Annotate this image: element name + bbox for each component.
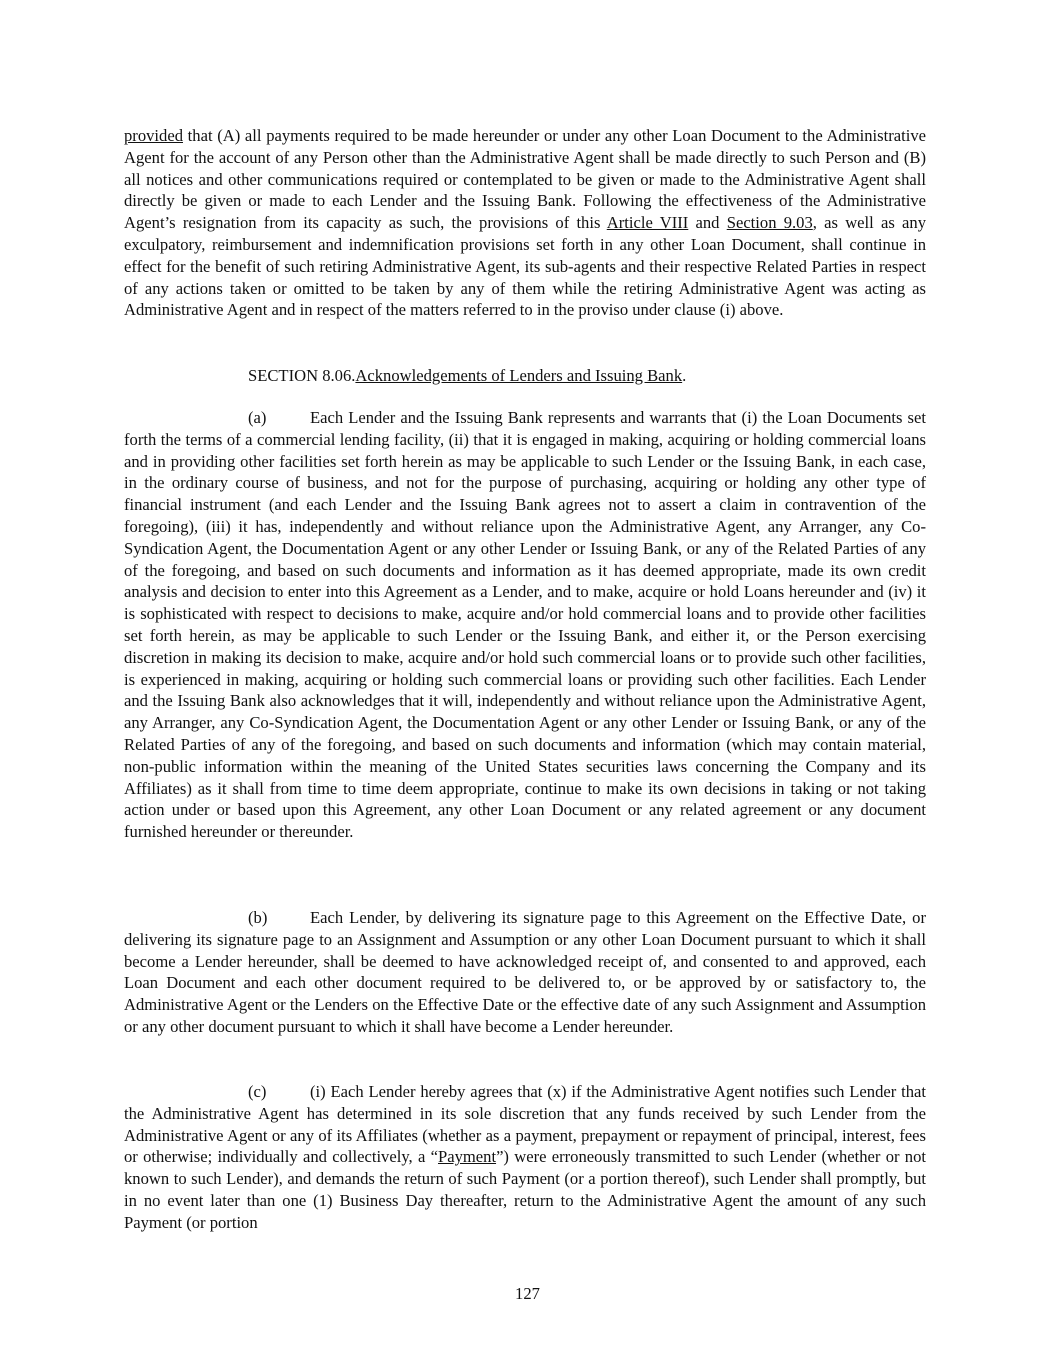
paragraph-1-text-a: that (A) all payments required to be made hereunder or under any other Loan Document to the Administrative Agent for the account of any Person other than the Administrative Agent shall be made directly to such Person and (B) all notices and other communications required or contemplated to be given or made to the Administrative Agent shall directly be given or made to each Lender and the Issuing Bank. Following the effectiveness of the Administrative Agent’s resignation from its capacity as such, the provisions of this xyxy=(124,126,926,233)
paragraph-c-text-a: (i) Each Lender hereby agrees that (x) if the Administrative Agent notifies such Lender that the Administrative Agent has determined in its sole discretion that any funds received by such Lender from the Administrative Agent or any of its Affiliates (whether as a payment, prepayment or repayment of principal, interest, fees or otherwise; individually and collectively, a “ xyxy=(124,1082,926,1167)
section-title-period: . xyxy=(682,366,687,385)
paragraph-a xyxy=(124,407,926,843)
paragraph-c-text-b: ”) were erroneously transmitted to such Lender (whether or not known to such Lender), and demands the return of such Payment (or a portion thereof), such Lender shall promptly, but in no event later than one (1) Business Day thereafter, return to the Administrative Agent the amount of any such Payment (or portion xyxy=(124,1147,926,1232)
section-8-06-heading xyxy=(248,365,686,387)
paragraph-1-and: and xyxy=(688,213,727,233)
paragraph-c-label: (c) xyxy=(248,1082,267,1101)
paragraph-a-text: Each Lender and the Issuing Bank represents and warrants that (i) the Loan Documents set forth the terms of a commercial lending facility, (ii) that it is engaged in making, acquiring or holding commercial loans and in providing other facilities set forth herein as may be applicable to such Lender or the Issuing Bank, in each case, in the ordinary course of business, and not for the purpose of purchasing, acquiring or holding any other type of financial instrument (and each Lender and the Issuing Bank agrees not to assert a claim in contravention of the foregoing), (iii) it has, independently and without reliance upon the Administrative Agent, any Arranger, any Co-Syndication Agent, the Documentation Agent or any other Lender or Issuing Bank, or any of the Related Parties of any of the foregoing, and based on such documents and information as it has deemed appropriate, made its own credit analysis and decision to enter into this Agreement as a Lender, and to make, acquire or hold Loans hereunder and (iv) it is sophisticated with respect to decisions to make, acquire and/or hold commercial loans and to provide other facilities set forth herein, as may be applicable to such Lender or the Issuing Bank, and either it, or the Person exercising discretion in making its decision to make, acquire and/or hold such commercial loans or to provide such other facilities, is experienced in making, acquiring or holding such commercial loans or providing such other facilities. Each Lender and the Issuing Bank also acknowledges that it will, independently and without reliance upon the Administrative Agent, any Arranger, any Co-Syndication Agent, the Documentation Agent or any other Lender or Issuing Bank, or any of the Related Parties of any of the foregoing, and based on such documents and information (which may contain material, non-public information within the meaning of the United States securities laws concerning the Company and its Affiliates) as it shall from time to time deem appropriate, continue to make its own decisions in taking or not taking action under or based upon this Agreement, any other Loan Document or any related agreement or any document furnished hereunder or thereunder. xyxy=(124,408,926,842)
paragraph-a-label: (a) xyxy=(248,408,267,427)
section-title: Acknowledgements of Lenders and Issuing Bank xyxy=(355,366,683,385)
paragraph-provided-proviso xyxy=(124,125,926,321)
provided-term: provided xyxy=(124,126,183,145)
paragraph-b-label: (b) xyxy=(248,908,268,927)
page-number: 127 xyxy=(515,1284,540,1303)
paragraph-b-text: Each Lender, by delivering its signature page to this Agreement on the Effective Date, or delivering its signature page to an Assignment and Assumption or any other Loan Document pursuant to which it shall become a Lender hereunder, shall be deemed to have acknowledged receipt of, and consented to and approved, each Loan Document and each other document required to be delivered to, or be approved by or satisfactory to, the Administrative Agent or the Lenders on the Effective Date or the effective date of any such Assignment and Assumption or any other document pursuant to which it shall have become a Lender hereunder. xyxy=(124,908,926,1036)
section-9-03-reference: Section 9.03 xyxy=(726,213,813,233)
paragraph-b xyxy=(124,907,926,1038)
paragraph-1-text-b: , as well as any exculpatory, reimbursement and indemnification provisions set forth in any other Loan Document, shall continue in effect for the benefit of such retiring Administrative Agent, its sub-agents and their respective Related Parties in respect of any actions taken or omitted to be taken by any of them while the retiring Administrative Agent was acting as Administrative Agent and in respect of the matters referred to in the proviso under clause (i) above. xyxy=(124,213,926,320)
paragraph-c xyxy=(124,1081,926,1234)
section-number: SECTION 8.06. xyxy=(248,366,356,385)
payment-defined-term: Payment xyxy=(437,1147,497,1167)
article-viii-reference: Article VIII xyxy=(606,213,689,233)
